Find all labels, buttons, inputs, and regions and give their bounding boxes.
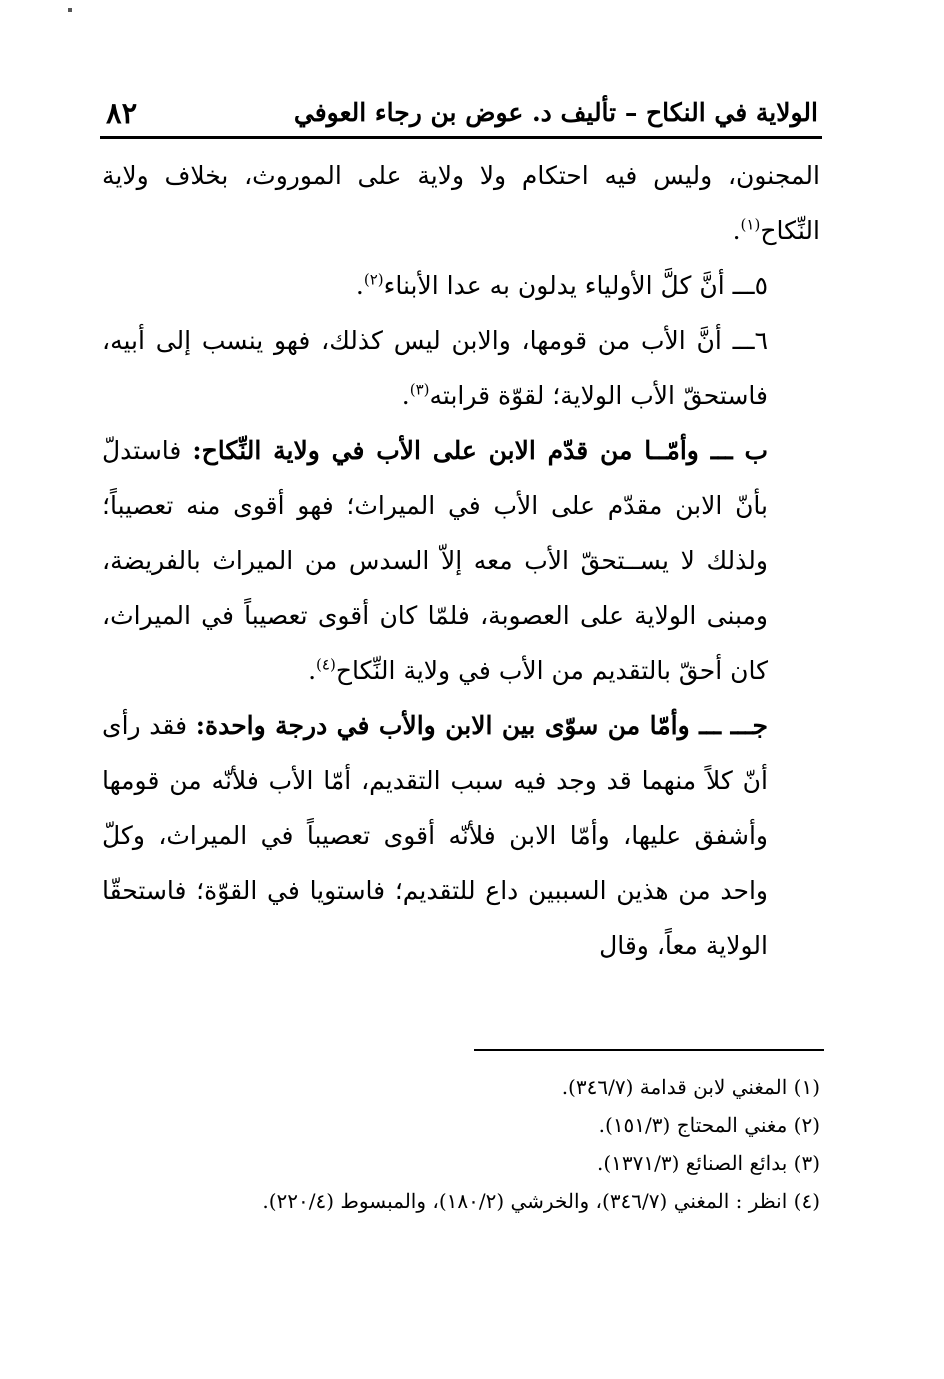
footnote-ref-3: (٣): [409, 380, 430, 399]
paragraph-3-text: ٦ـــ أنَّ الأب من قومها، والابن ليس كذلك، فهو ينسب إلى أبيه، فاستحقّ الأب الولاية؛ لقوّة قرابته: [102, 326, 768, 410]
footnote-4: (٤) انظر : المغني (٣٤٦/٧)، والخرشي (١٨٠/٢)، والمبسوط (٢٢٠/٤).: [262, 1189, 820, 1213]
footnote-2: (٢) مغني المحتاج (١٥١/٣).: [598, 1113, 820, 1137]
footnote-1: (١) المغني لابن قدامة (٣٤٦/٧).: [561, 1075, 820, 1099]
footnote-ref-4: (٤): [316, 655, 336, 674]
paragraph-2-text: ٥ـــ أنَّ كلَّ الأولياء يدلون به عدا الأبناء: [383, 271, 768, 300]
running-header: [100, 96, 822, 139]
footnotes: [200, 1068, 820, 1220]
footnote-ref-2: (٢): [363, 270, 384, 289]
section-heading-b: ب ـــ وأمّــا من قدّم الابن على الأب في ولاية النِّكاح:: [192, 436, 769, 465]
footnote-separator: [474, 1049, 824, 1051]
main-text: [102, 148, 820, 973]
section-heading-j: جـــ ـــ وأمّا من سوّى بين الابن والأب في درجة واحدة:: [195, 711, 769, 740]
header-title: الولاية في النكاح – تأليف د. عوض بن رجاء العوفي: [293, 98, 818, 127]
paragraph-4: ب ـــ وأمّــا من قدّم الابن على الأب في ولاية النِّكاح: فاستدلّ بأنّ الابن مقدّم على الأب في الميراث؛ فهو أقوى منه تعصيباً؛ ولذلك لا يســتحقّ الأب معه إلاّ السدس من الميراث بالفريضة، ومبنى الولاية على العصوبة، فلمّا كان أقوى تعصيباً في الميراث، كان أحقّ بالتقديم من الأب في ولاية النِّكاح$^{(٤)}$.: [102, 436, 769, 685]
page-number: ٨٢: [106, 96, 138, 130]
paragraph-1-text: المجنون، وليس فيه احتكام ولا ولاية على الموروث، بخلاف ولاية النِّكاح: [102, 161, 820, 245]
paragraph-4-text: فاستدلّ بأنّ الابن مقدّم على الأب في الميراث؛ فهو أقوى منه تعصيباً؛ ولذلك لا يســتحقّ الأب معه إلاّ السدس من الميراث بالفريضة، ومبنى الولاية على العصوبة، فلمّا كان أقوى تعصيباً في الميراث، كان أحقّ بالتقديم من الأب في ولاية النِّكاح: [102, 436, 768, 685]
paragraph-5-text: فقد رأى أنّ كلاً منهما قد وجد فيه سبب التقديم، أمّا الأب فلأنّه من قومها وأشفق عليها، وأمّا الابن فلأنّه أقوى تعصيباً في الميراث، وكلّ واحد من هذين السببين داع للتقديم؛ فاستويا في القوّة؛ فاستحقّا الولاية معاً، وقال: [102, 711, 768, 960]
scan-speck: [68, 8, 72, 12]
paragraph-1: المجنون، وليس فيه احتكام ولا ولاية على الموروث، بخلاف ولاية النِّكاح$^{(١)}$.: [102, 161, 820, 245]
paragraph-5: [102, 698, 820, 973]
footnote-3: (٣) بدائع الصنائع (١٣٧١/٣).: [596, 1151, 820, 1175]
footnote-ref-1: (١): [740, 215, 761, 234]
paragraph-2: ٥ـــ أنَّ كلَّ الأولياء يدلون به عدا الأبناء$^{(٢)}$.: [355, 270, 768, 300]
paragraph-3: ٦ـــ أنَّ الأب من قومها، والابن ليس كذلك، فهو ينسب إلى أبيه، فاستحقّ الأب الولاية؛ لقوّة قرابته$^{(٣)}$.: [102, 326, 768, 410]
